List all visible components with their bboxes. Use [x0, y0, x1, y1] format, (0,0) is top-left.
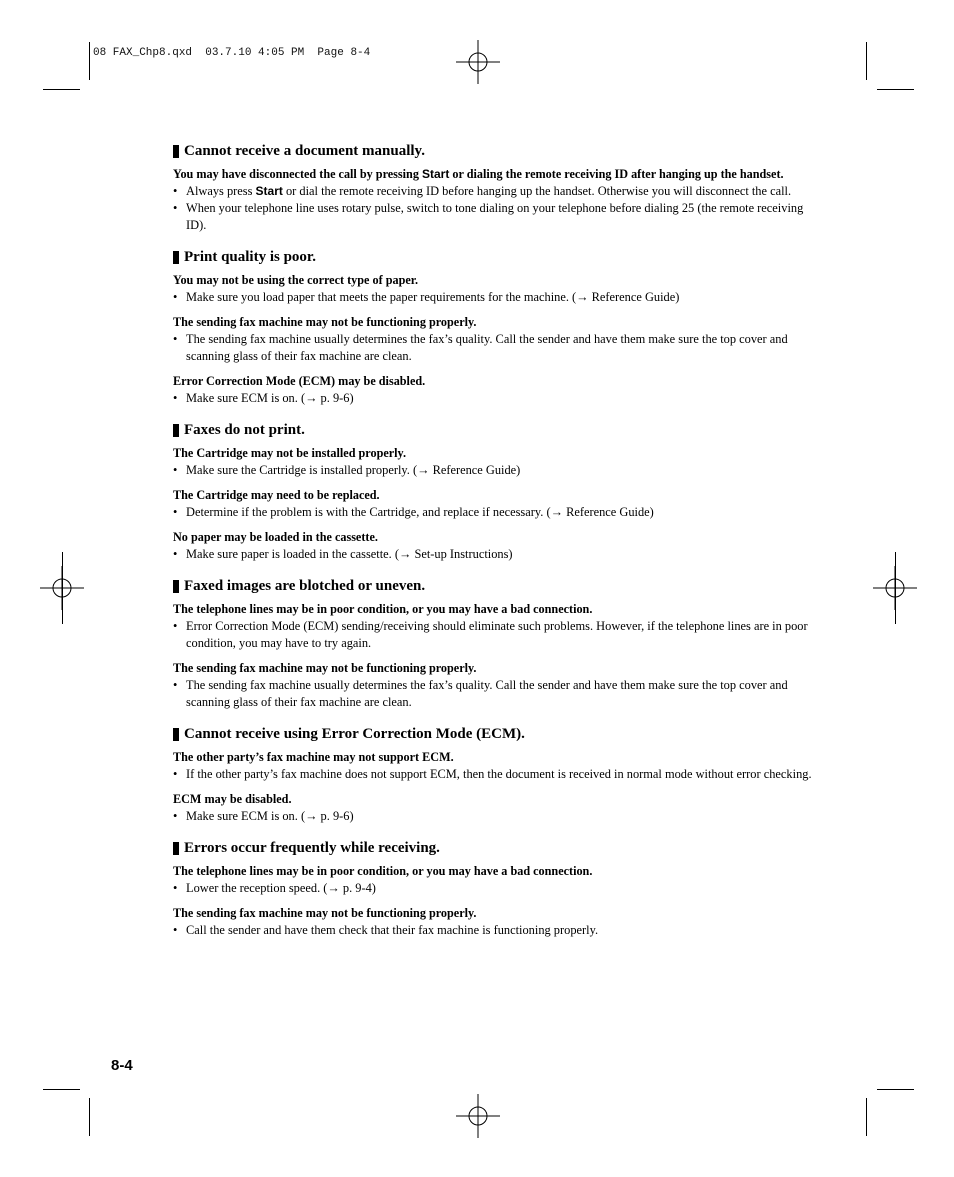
bullet-icon: • [173, 547, 178, 561]
solution-text: Always press [186, 184, 256, 198]
solution-list [173, 183, 823, 234]
section-title: Faxes do not print. [184, 422, 305, 438]
solution-list [173, 677, 823, 711]
heading-square-icon [173, 728, 179, 741]
section-title: Cannot receive a document manually. [184, 143, 425, 159]
solution-item [173, 546, 823, 563]
bullet-icon: • [173, 463, 178, 477]
solution-list [173, 766, 823, 783]
troubleshooting-section [173, 725, 823, 825]
start-key-label: Start [421, 167, 450, 181]
cause-statement [173, 863, 823, 880]
bullet-icon: • [173, 809, 178, 823]
cause-text: The sending fax machine may not be functioning properly. [173, 906, 477, 920]
solution-text: Make sure the Cartridge is installed properly. (→ Reference Guide) [186, 463, 521, 477]
cause-text: The sending fax machine may not be functioning properly. [173, 661, 477, 675]
crop-mark [877, 1089, 914, 1090]
solution-list [173, 546, 823, 563]
section-title: Errors occur frequently while receiving. [184, 840, 440, 856]
section-heading [173, 577, 823, 595]
solution-item [173, 183, 823, 200]
bullet-icon: • [173, 201, 178, 215]
solution-list [173, 390, 823, 407]
cause-statement [173, 601, 823, 618]
solution-list [173, 462, 823, 479]
crop-mark [866, 42, 867, 80]
cause-text: You may have disconnected the call by pressing [173, 167, 422, 181]
solution-list [173, 922, 823, 939]
bullet-icon: • [173, 923, 178, 937]
cause-text: ECM may be disabled. [173, 792, 292, 806]
solution-item [173, 618, 823, 652]
cause-text: or dialing the remote receiving ID after hanging up the handset. [449, 167, 784, 181]
crop-mark [62, 552, 63, 624]
section-heading [173, 839, 823, 857]
section-heading [173, 248, 823, 266]
crop-mark [43, 1089, 80, 1090]
cause-statement [173, 166, 823, 183]
cause-statement [173, 487, 823, 504]
section-title: Print quality is poor. [184, 249, 316, 265]
solution-list [173, 289, 823, 306]
solution-list [173, 331, 823, 365]
section-title: Faxed images are blotched or uneven. [184, 578, 426, 594]
crop-mark [89, 42, 90, 80]
solution-text: Lower the reception speed. (→ p. 9-4) [186, 881, 376, 895]
bullet-icon: • [173, 332, 178, 346]
solution-text: Make sure paper is loaded in the cassette. (→ Set-up Instructions) [186, 547, 513, 561]
cause-statement [173, 791, 823, 808]
bullet-icon: • [173, 881, 178, 895]
solution-text: Make sure ECM is on. (→ p. 9-6) [186, 391, 354, 405]
cause-statement [173, 314, 823, 331]
cause-text: No paper may be loaded in the cassette. [173, 530, 378, 544]
solution-text: Call the sender and have them check that their fax machine is functioning properly. [186, 923, 599, 937]
crop-mark [89, 1098, 90, 1136]
solution-item [173, 462, 823, 479]
cause-statement [173, 660, 823, 677]
bullet-icon: • [173, 678, 178, 692]
cause-text: The sending fax machine may not be functioning properly. [173, 315, 477, 329]
cause-text: The other party’s fax machine may not support ECM. [173, 750, 454, 764]
solution-text: When your telephone line uses rotary pulse, switch to tone dialing on your telephone before dialing 25 (the remote receiving ID). [186, 201, 804, 232]
solution-item [173, 766, 823, 783]
troubleshooting-section [173, 248, 823, 407]
solution-list [173, 808, 823, 825]
cause-text: The telephone lines may be in poor condition, or you may have a bad connection. [173, 864, 593, 878]
crop-mark [895, 552, 896, 624]
solution-text: Determine if the problem is with the Cartridge, and replace if necessary. (→ Reference Guide) [186, 505, 654, 519]
cause-statement [173, 373, 823, 390]
bullet-icon: • [173, 290, 178, 304]
solution-text: If the other party’s fax machine does not support ECM, then the document is received in normal mode without error checking. [186, 767, 812, 781]
crop-mark [43, 89, 80, 90]
section-heading [173, 725, 823, 743]
cause-text: The Cartridge may not be installed properly. [173, 446, 407, 460]
bullet-icon: • [173, 505, 178, 519]
troubleshooting-section [173, 421, 823, 563]
heading-square-icon [173, 842, 179, 855]
print-slug-line: 08 FAX_Chp8.qxd 03.7.10 4:05 PM Page 8-4 [93, 47, 371, 59]
solution-item [173, 390, 823, 407]
section-heading [173, 421, 823, 439]
page-number: 8-4 [111, 1057, 133, 1074]
solution-text: or dial the remote receiving ID before hanging up the handset. Otherwise you will disconnect the call. [282, 184, 792, 198]
registration-mark-icon [456, 1094, 500, 1138]
solution-text: Error Correction Mode (ECM) sending/receiving should eliminate such problems. However, if the telephone lines are in poor condition, you may have to try again. [186, 619, 808, 650]
solution-list [173, 880, 823, 897]
cause-text: You may not be using the correct type of paper. [173, 273, 419, 287]
cause-statement [173, 445, 823, 462]
cause-text: The telephone lines may be in poor condition, or you may have a bad connection. [173, 602, 593, 616]
solution-item [173, 504, 823, 521]
bullet-icon: • [173, 619, 178, 633]
solution-text: The sending fax machine usually determines the fax’s quality. Call the sender and have them make sure the top cover and scanning glass of their fax machine are clean. [186, 678, 788, 709]
solution-text: Make sure ECM is on. (→ p. 9-6) [186, 809, 354, 823]
solution-item [173, 289, 823, 306]
cause-statement [173, 529, 823, 546]
section-heading [173, 142, 823, 160]
crop-mark [877, 89, 914, 90]
solution-item [173, 808, 823, 825]
cause-statement [173, 905, 823, 922]
solution-list [173, 504, 823, 521]
heading-square-icon [173, 580, 179, 593]
registration-mark-icon [456, 40, 500, 84]
start-key-label: Start [255, 184, 283, 198]
solution-item [173, 880, 823, 897]
cause-text: Error Correction Mode (ECM) may be disabled. [173, 374, 426, 388]
solution-item [173, 677, 823, 711]
troubleshooting-content [173, 142, 823, 953]
solution-text: Make sure you load paper that meets the paper requirements for the machine. (→ Reference Guide) [186, 290, 680, 304]
troubleshooting-section [173, 577, 823, 711]
cause-statement [173, 749, 823, 766]
heading-square-icon [173, 251, 179, 264]
bullet-icon: • [173, 184, 178, 198]
solution-item [173, 331, 823, 365]
bullet-icon: • [173, 767, 178, 781]
cause-text: The Cartridge may need to be replaced. [173, 488, 380, 502]
crop-mark [866, 1098, 867, 1136]
troubleshooting-section [173, 142, 823, 234]
section-title: Cannot receive using Error Correction Mode (ECM). [184, 726, 525, 742]
solution-item [173, 200, 823, 234]
troubleshooting-section [173, 839, 823, 939]
cause-statement [173, 272, 823, 289]
bullet-icon: • [173, 391, 178, 405]
heading-square-icon [173, 424, 179, 437]
heading-square-icon [173, 145, 179, 158]
solution-list [173, 618, 823, 652]
solution-item [173, 922, 823, 939]
solution-text: The sending fax machine usually determines the fax’s quality. Call the sender and have them make sure the top cover and scanning glass of their fax machine are clean. [186, 332, 788, 363]
